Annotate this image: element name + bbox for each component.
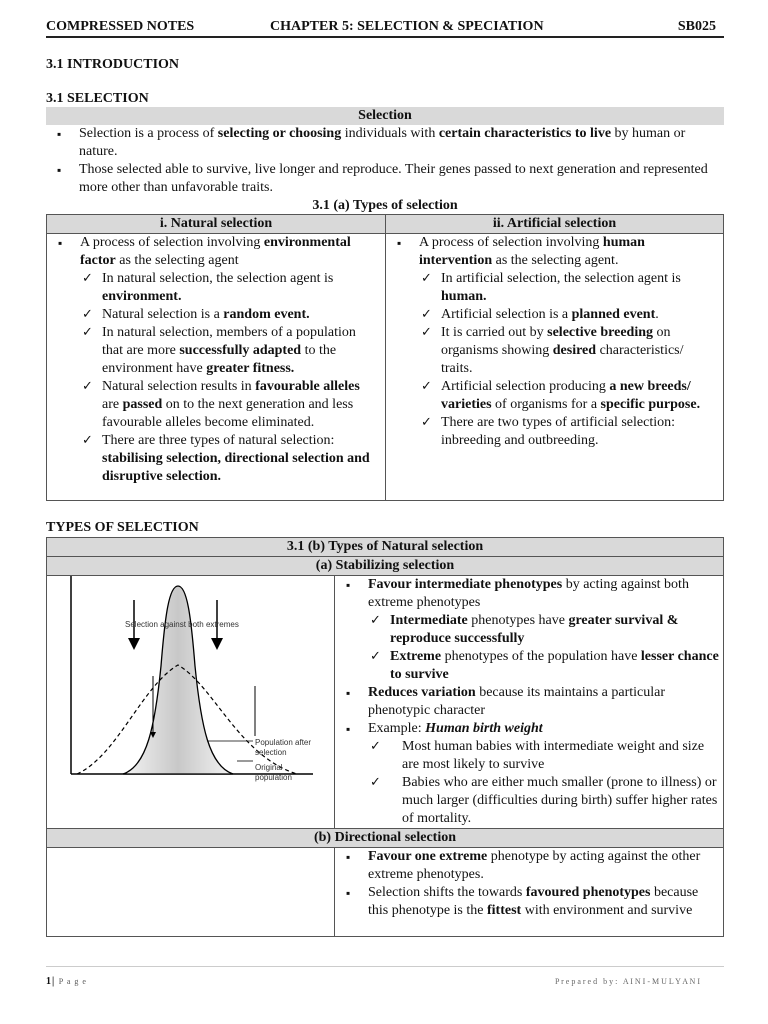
natural-check: ✓ In natural selection, members of a population that are more successfully adapted to the environment have greater fitness. bbox=[80, 324, 379, 378]
selection-box-title: Selection bbox=[46, 107, 724, 125]
natural-types-caption: 3.1 (b) Types of Natural selection bbox=[47, 538, 724, 557]
artificial-check: ✓ There are two types of artificial selection: inbreeding and outbreeding. bbox=[419, 414, 717, 450]
stabilizing-text-cell bbox=[335, 576, 724, 829]
stab-example-check: ✓ Most human babies with intermediate weight and size are most likely to survive bbox=[368, 738, 719, 774]
stab-check: ✓ Intermediate phenotypes have greater survival & reproduce successfully bbox=[368, 612, 719, 648]
types-of-selection-heading: TYPES OF SELECTION bbox=[46, 520, 199, 535]
artificial-selection-cell bbox=[386, 234, 724, 501]
stabilizing-figure-cell bbox=[47, 576, 335, 829]
selection-bullet-1: ▪ Selection is a process of selecting or choosing individuals with certain characteristics to live by human or nature. bbox=[46, 125, 720, 161]
dir-bullet-2: ▪ Selection shifts the towards favoured phenotypes because this phenotype is the fittest with environment and survive bbox=[335, 884, 719, 920]
natural-check: ✓ There are three types of natural selection: stabilising selection, directional selection and disruptive selection. bbox=[80, 432, 379, 486]
directional-text-cell bbox=[335, 848, 724, 937]
types-caption: 3.1 (a) Types of selection bbox=[312, 198, 458, 213]
natural-types-table bbox=[46, 537, 724, 937]
directional-figure-cell bbox=[47, 848, 335, 937]
stabilizing-title: (a) Stabilizing selection bbox=[47, 557, 724, 576]
figure-label-top: Selection against both extremes bbox=[125, 620, 239, 629]
natural-check: ✓ Natural selection results in favourable alleles are passed on to the next generation and less favourable alleles become eliminated. bbox=[80, 378, 379, 432]
natural-selection-title: i. Natural selection bbox=[47, 215, 386, 234]
artificial-check: ✓ Artificial selection is a planned event. bbox=[419, 306, 717, 324]
selection-heading: 3.1 SELECTION bbox=[46, 91, 149, 106]
types-table bbox=[46, 214, 724, 501]
artificial-selection-title: ii. Artificial selection bbox=[386, 215, 724, 234]
arrow-down-icon bbox=[128, 638, 140, 650]
stab-example-check: ✓ Babies who are either much smaller (prone to illness) or much larger (difficulties during birth) suffer higher rates of mortality. bbox=[368, 774, 719, 828]
artificial-intro: ▪ A process of selection involving human intervention as the selecting agent. ✓ In artificial selection, the selection agent is human. ✓ Artificial selection is a planned event. ✓ It is carried out by selective breeding on organisms showing desired characteristics/ traits. ✓ Artificial selection producing a new breeds/ varieties of organisms for a specific purpose. ✓ There are two types of artificial selection: inbreeding and outbreeding. bbox=[386, 234, 717, 450]
figure-label-original: Original population bbox=[255, 763, 292, 782]
stab-bullet-2: ▪ Reduces variation because its maintains a particular phenotypic character bbox=[335, 684, 719, 720]
natural-check: ✓ Natural selection is a random event. bbox=[80, 306, 379, 324]
page-footer bbox=[46, 966, 724, 987]
figure-label-after: Population after selection bbox=[255, 738, 312, 757]
selection-box bbox=[46, 107, 724, 215]
footer-prepared-by: P r e p a r e d b y : A I N I - M U L Y A N I bbox=[554, 977, 700, 986]
arrow-down-icon bbox=[211, 638, 223, 650]
page-header bbox=[46, 16, 724, 38]
header-center: CHAPTER 5: SELECTION & SPECIATION bbox=[270, 19, 544, 34]
footer-page: 1| P a g e bbox=[46, 976, 87, 987]
header-right: SB025 bbox=[677, 19, 716, 34]
intro-heading: 3.1 INTRODUCTION bbox=[46, 57, 180, 72]
stab-bullet-1: ▪ Favour intermediate phenotypes by acting against both extreme phenotypes ✓ Intermediate phenotypes have greater survival & reproduce successfully ✓ Extreme phenotypes of the population have lesser chance to survive bbox=[335, 576, 719, 684]
natural-check: ✓ In natural selection, the selection agent is environment. bbox=[80, 270, 379, 306]
header-left: COMPRESSED NOTES bbox=[46, 19, 195, 34]
natural-intro: ▪ A process of selection involving environmental factor as the selecting agent ✓ In natural selection, the selection agent is environment. ✓ Natural selection is a random event. ✓ In natural selection, members of a population that are more successfully adapted to the environment have greater fitness. ✓ Natural selection results in favourable alleles are passed on to the next generation and less favourable alleles become eliminated. ✓ There are three types of natural selection: stabilising selection, directional selection and disruptive selection. bbox=[47, 234, 379, 486]
directional-title: (b) Directional selection bbox=[47, 829, 724, 848]
dir-bullet-1: ▪ Favour one extreme phenotype by acting against the other extreme phenotypes. bbox=[335, 848, 719, 884]
stab-check: ✓ Extreme phenotypes of the population have lesser chance to survive bbox=[368, 648, 719, 684]
selection-bullet-2: ▪ Those selected able to survive, live longer and reproduce. Their genes passed to next generation and represented more other than unfavorable traits. bbox=[46, 161, 720, 197]
artificial-check: ✓ It is carried out by selective breeding on organisms showing desired characteristics/ traits. bbox=[419, 324, 717, 378]
stab-bullet-3: ▪ Example: Human birth weight ✓ Most human babies with intermediate weight and size are most likely to survive ✓ Babies who are either much smaller (prone to illness) or much larger (difficulties during birth) suffer higher rates of mortality. bbox=[335, 720, 719, 828]
artificial-check: ✓ Artificial selection producing a new breeds/ varieties of organisms for a specific purpose. bbox=[419, 378, 717, 414]
artificial-check: ✓ In artificial selection, the selection agent is human. bbox=[419, 270, 717, 306]
natural-selection-cell bbox=[47, 234, 386, 501]
stabilizing-graph bbox=[47, 576, 334, 826]
